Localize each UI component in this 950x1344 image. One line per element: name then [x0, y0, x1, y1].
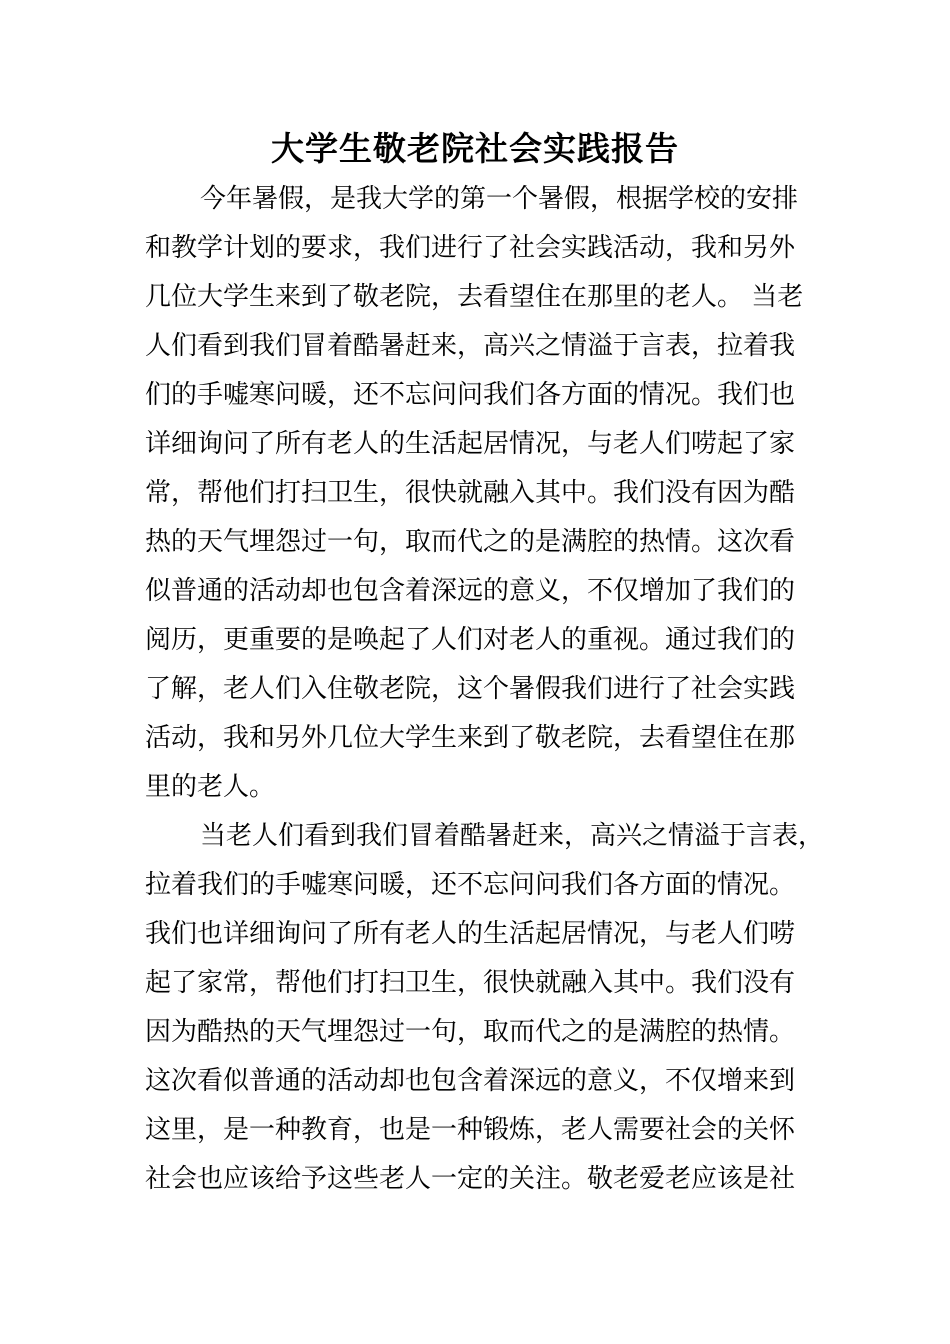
text-line: 似普通的活动却也包含着深远的意义，不仅增加了我们的	[145, 576, 796, 606]
text-line: 常，帮他们打扫卫生，很快就融入其中。我们没有因为酷	[145, 478, 796, 508]
text-line: 社会也应该给予这些老人一定的关注。敬老爱老应该是社	[145, 1164, 796, 1194]
text-line: 当老人们看到我们冒着酷暑赶来，高兴之情溢于言表，	[200, 821, 825, 851]
text-line: 热的天气埋怨过一句，取而代之的是满腔的热情。这次看	[145, 527, 796, 557]
text-line: 人们看到我们冒着酷暑赶来，高兴之情溢于言表，拉着我	[145, 331, 796, 361]
text-line: 里的老人。	[145, 772, 276, 802]
text-line: 今年暑假，是我大学的第一个暑假，根据学校的安排	[200, 184, 799, 214]
text-line: 活动，我和另外几位大学生来到了敬老院，去看望住在那	[145, 723, 796, 753]
text-line: 阅历，更重要的是唤起了人们对老人的重视。通过我们的	[145, 625, 796, 655]
text-line: 了解，老人们入住敬老院，这个暑假我们进行了社会实践	[145, 674, 796, 704]
text-line: 详细询问了所有老人的生活起居情况，与老人们唠起了家	[145, 429, 796, 459]
text-line: 几位大学生来到了敬老院，去看望住在那里的老人。 当老	[145, 282, 804, 312]
document-body	[145, 175, 845, 1204]
text-line: 起了家常，帮他们打扫卫生，很快就融入其中。我们没有	[145, 968, 796, 998]
text-line: 这里，是一种教育，也是一种锻炼，老人需要社会的关怀	[145, 1115, 796, 1145]
text-line: 拉着我们的手嘘寒问暖，还不忘问问我们各方面的情况。	[145, 870, 796, 900]
paragraph-2	[145, 812, 845, 1204]
text-line: 我们也详细询问了所有老人的生活起居情况，与老人们唠	[145, 919, 796, 949]
document-title: 大学生敬老院社会实践报告	[271, 129, 679, 168]
text-line: 因为酷热的天气埋怨过一句，取而代之的是满腔的热情。	[145, 1017, 796, 1047]
text-line: 和教学计划的要求，我们进行了社会实践活动，我和另外	[145, 233, 796, 263]
text-line: 们的手嘘寒问暖，还不忘问问我们各方面的情况。我们也	[145, 380, 796, 410]
paragraph-1	[145, 175, 845, 812]
text-line: 这次看似普通的活动却也包含着深远的意义，不仅增来到	[145, 1066, 796, 1096]
